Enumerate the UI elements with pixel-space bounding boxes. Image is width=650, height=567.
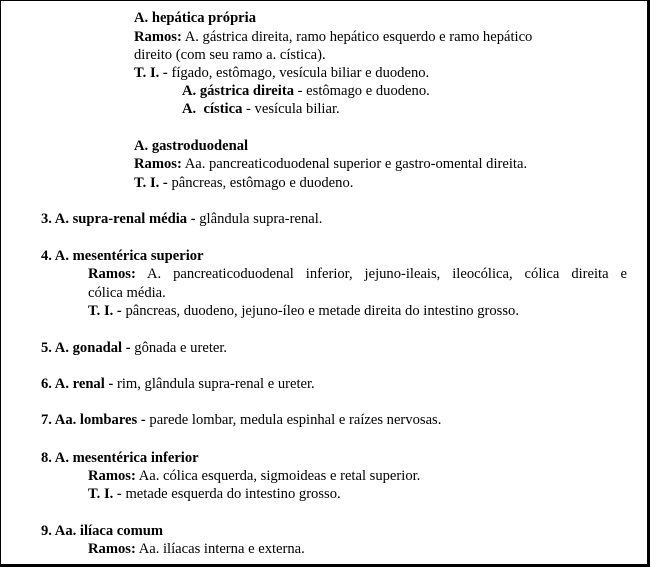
gastroduodenal-ti: T. I. - pâncreas, estômago e duodeno.: [134, 175, 354, 191]
hepatica-propria-ramos-line2: direito (com seu ramo a. cística).: [134, 47, 326, 63]
item-9-title: 9. Aa. ilíaca comum: [41, 523, 164, 539]
item-8-ramos: Ramos: Aa. cólica esquerda, sigmoideas e retal superior.: [88, 468, 421, 484]
gastroduodenal-ramos: Ramos: Aa. pancreaticoduodenal superior e gastro-omental direita.: [134, 156, 528, 172]
item-3: 3. A. supra-renal média - glândula supra-renal.: [41, 211, 323, 227]
item-4-title: 4. A. mesentérica superior: [41, 248, 204, 264]
item-7: 7. Aa. lombares - parede lombar, medula espinhal e raízes nervosas.: [41, 412, 442, 428]
hepatica-propria-ti: T. I. - fígado, estômago, vesícula biliar e duodeno.: [134, 65, 430, 81]
gastrica-direita-line: A. gástrica direita - estômago e duodeno.: [182, 83, 430, 99]
item-5: 5. A. gonadal - gônada e ureter.: [41, 340, 228, 356]
cistica-line: A. cística - vesícula biliar.: [182, 101, 340, 117]
item-6: 6. A. renal - rim, glândula supra-renal e ureter.: [41, 376, 315, 392]
hepatica-propria-ramos-line1: Ramos: A. gástrica direita, ramo hepático esquerdo e ramo hepático: [134, 29, 533, 45]
item-4-ramos-line1: Ramos: A. pancreaticoduodenal inferior, jejuno-ileais, ileocólica, cólica direita e: [88, 266, 628, 282]
gastroduodenal-title: A. gastroduodenal: [134, 138, 249, 154]
hepatica-propria-title: A. hepática própria: [134, 10, 257, 26]
item-4-ramos-line2: cólica média.: [88, 285, 166, 301]
item-9-ramos: Ramos: Aa. ilíacas interna e externa.: [88, 541, 305, 557]
item-8-title: 8. A. mesentérica inferior: [41, 450, 199, 466]
item-8-ti: T. I. - metade esquerda do intestino grosso.: [88, 486, 341, 502]
item-4-ti: T. I. - pâncreas, duodeno, jejuno-íleo e metade direita do intestino grosso.: [88, 303, 519, 319]
